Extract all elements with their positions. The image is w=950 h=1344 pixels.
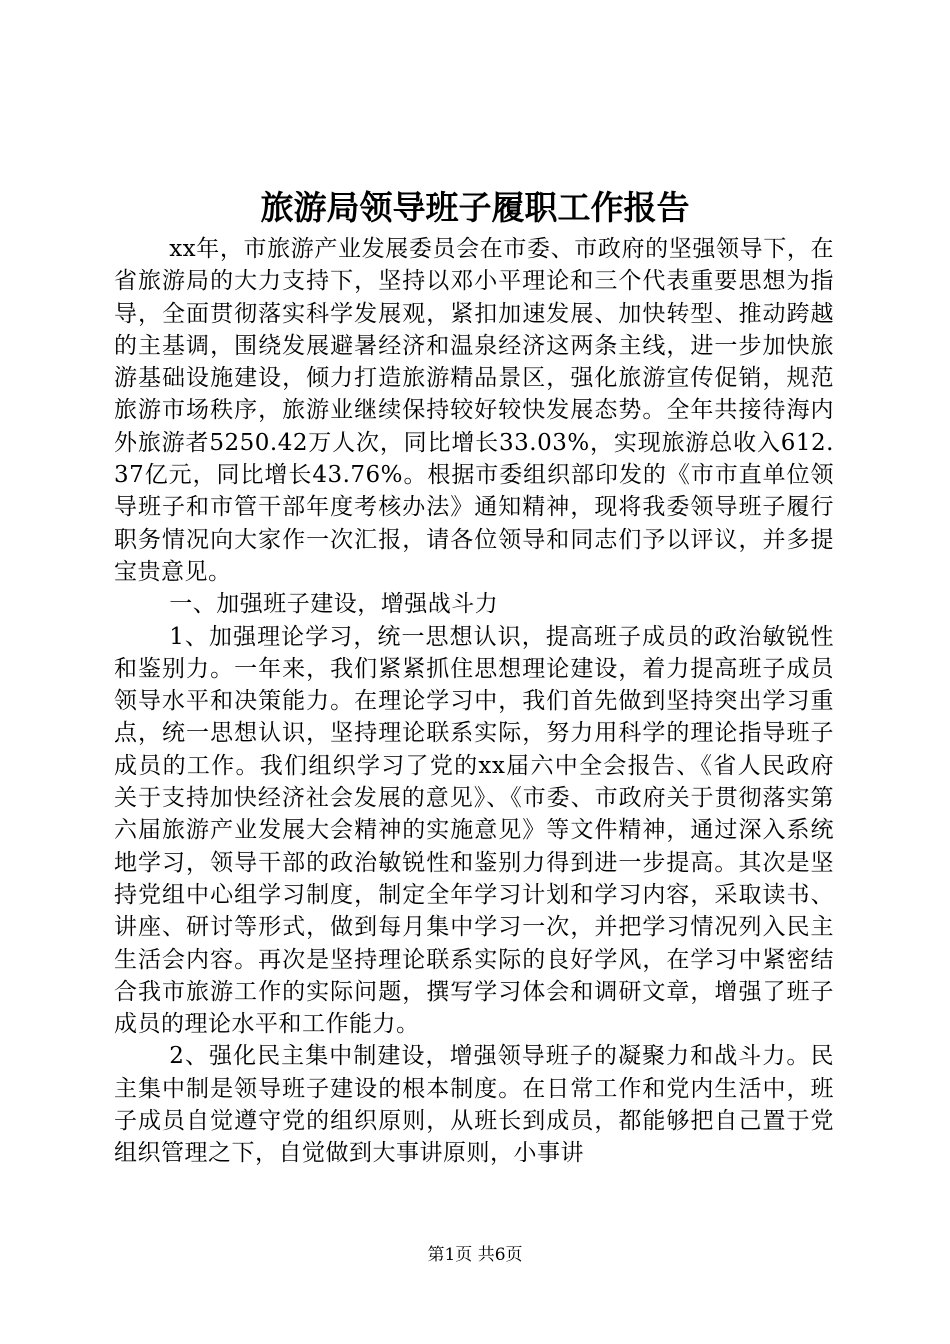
page-number-footer: 第1页 共6页 <box>427 1245 523 1265</box>
paragraph-intro: xx年，市旅游产业发展委员会在市委、市政府的坚强领导下，在省旅游局的大力支持下，坚持以邓小平理论和三个代表重要思想为指导，全面贯彻落实科学发展观，紧扣加速发展、加快转型、推动跨越的主基调，围绕发展避暑经济和温泉经济这两条主线，进一步加快旅游基础设施建设，倾力打造旅游精品景区，强化旅游宣传促销，规范旅游市场秩序，旅游业继续保持较好较快发展态势。全年共接待海内外旅游者5250.42万人次，同比增长33.03%，实现旅游总收入612.37亿元，同比增长43.76%。根据市委组织部印发的《市市直单位领导班子和市管干部年度考核办法》通知精神，现将我委领导班子履行职务情况向大家作一次汇报，请各位领导和同志们予以评议，并多提宝贵意见。 <box>114 236 834 585</box>
paragraph-item-1: 1、加强理论学习，统一思想认识，提高班子成员的政治敏锐性和鉴别力。一年来，我们紧紧抓住思想理论建设，着力提高班子成员领导水平和决策能力。在理论学习中，我们首先做到坚持突出学习重点，统一思想认识，坚持理论联系实际，努力用科学的理论指导班子成员的工作。我们组织学习了党的xx届六中全会报告、《省人民政府关于支持加快经济社会发展的意见》、《市委、市政府关于贯彻落实第六届旅游产业发展大会精神的实施意见》等文件精神，通过深入系统地学习，领导干部的政治敏锐性和鉴别力得到进一步提高。其次是坚持党组中心组学习制度，制定全年学习计划和学习内容，采取读书、讲座、研讨等形式，做到每月集中学习一次，并把学习情况列入民主生活会内容。再次是坚持理论联系实际的良好学风，在学习中紧密结合我市旅游工作的实际问题，撰写学习体会和调研文章，增强了班子成员的理论水平和工作能力。 <box>114 623 834 1038</box>
document-title: 旅游局领导班子履职工作报告 <box>260 188 690 227</box>
section-heading: 一、加强班子建设，增强战斗力 <box>169 591 499 618</box>
paragraph-item-2: 2、强化民主集中制建设，增强领导班子的凝聚力和战斗力。民主集中制是领导班子建设的根本制度。在日常工作和党内生活中，班子成员自觉遵守党的组织原则，从班长到成员，都能够把自己置于党组织管理之下，自觉做到大事讲原则，小事讲 <box>114 1043 834 1167</box>
document-body <box>114 233 834 1170</box>
